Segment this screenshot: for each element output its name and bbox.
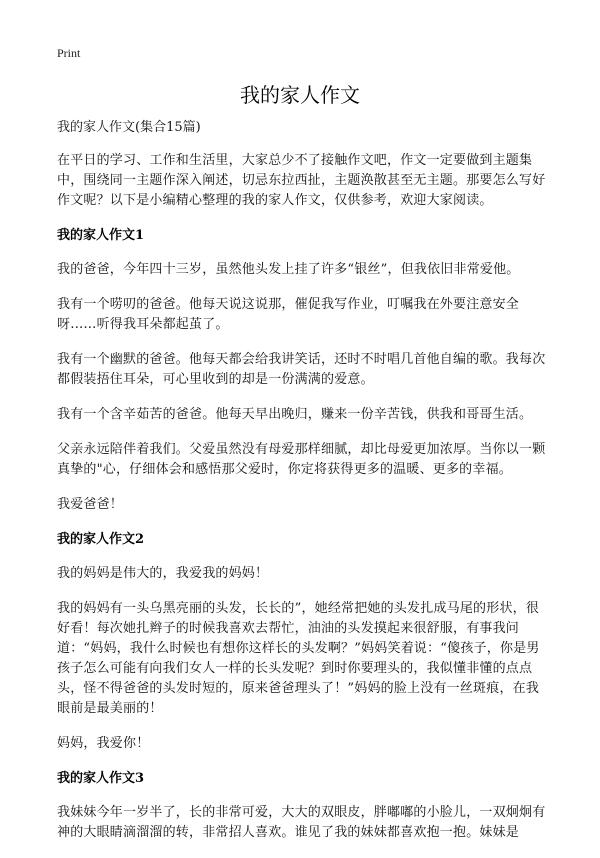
- paragraph: 我有一个含辛茹苦的爸爸。他每天早出晚归，赚来一份辛苦钱，供我和哥哥生活。: [57, 407, 533, 422]
- paragraph: 我的妈妈有一头乌黑亮丽的头发，长长的”，她经常把她的头发扎成马尾的形状，很好看！每次她扎辫子的时候我喜欢去帮忙，油油的头发摸起来很舒服，有事我问道：“妈妈，我什么时候也有想你这样长的头发啊？”妈妈笑着说：“傻孩子，你是男孩子怎么可能有向我们女人一样的长头发呢？到时你要理头的，我似懂非懂的点点头，怪不得爸爸的头发时短的，原来爸爸理头了！”妈妈的脸上没有一丝斑痕，在我眼前是最美丽的！: [57, 601, 540, 716]
- document-subtitle: 我的家人作文(集合15篇): [57, 120, 201, 135]
- paragraph: 妈妈，我爱你！: [57, 736, 150, 751]
- section-heading: 我的家人作文3: [57, 771, 145, 786]
- paragraph: 我妹妹今年一岁半了，长的非常可爱，大大的双眼皮，胖嘟嘟的小脸儿，一双炯炯有神的大眼睛滴溜溜的转，非常招人喜欢。谁见了我的妹妹都喜欢抱一抱。妹妹是: [57, 805, 546, 840]
- paragraph: 我爱爸爸！: [57, 497, 124, 512]
- intro-paragraph: 在平日的学习、工作和生活里，大家总少不了接触作文吧，作文一定要做到主题集中，围绕同一主题作深入阐述，切忌东拉西扯，主题涣散甚至无主题。那要怎么写好作文呢？以下是小编精心整理的我的家人作文，仅供参考，欢迎大家阅读。: [57, 153, 546, 208]
- essay-section-2: [57, 530, 547, 754]
- essay-section-3: [57, 769, 547, 843]
- section-heading: 我的家人作文2: [57, 532, 145, 547]
- essay-section-1: [57, 226, 547, 515]
- paragraph: 我有一个唠叨的爸爸。他每天说这说那，催促我写作业，叮嘱我在外要注意安全呀……听得我耳朵都起茧了。: [57, 297, 520, 332]
- section-heading: 我的家人作文1: [57, 228, 145, 243]
- page-title: 我的家人作文: [240, 83, 360, 107]
- paragraph: 我有一个幽默的爸爸。他每天都会给我讲笑话，还时不时唱几首他自编的歌。我每次都假装捂住耳朵，可心里收到的却是一份满满的爱意。: [57, 352, 546, 387]
- paragraph: 我的爸爸，今年四十三岁，虽然他头发上挂了许多“银丝”，但我依旧非常爱他。: [57, 262, 520, 277]
- paragraph: 父亲永远陪伴着我们。父爱虽然没有母爱那样细腻，却比母爱更加浓厚。当你以一颗真挚的"心，仔细体会和感悟那父爱时，你定将获得更多的温暖、更多的幸福。: [57, 442, 546, 477]
- print-label[interactable]: Print: [57, 46, 81, 60]
- document-body: [57, 118, 547, 858]
- paragraph: 我的妈妈是伟大的，我爱我的妈妈！: [57, 566, 269, 581]
